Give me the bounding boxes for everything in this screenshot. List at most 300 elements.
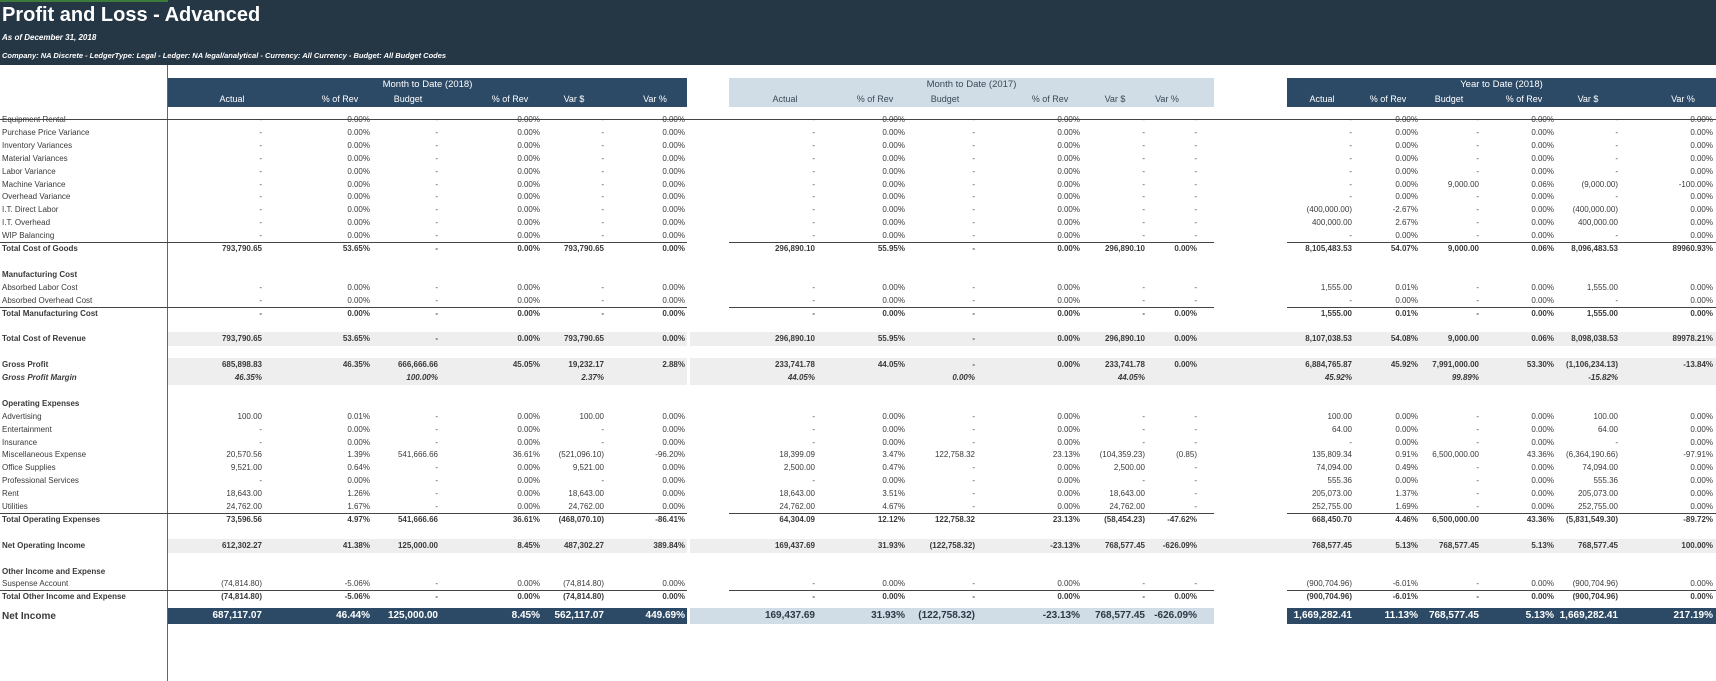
table-cell: 9,521.00 [230, 463, 262, 473]
table-cell: -100.00% [1678, 179, 1713, 189]
table-cell: 0.00% [347, 424, 370, 434]
table-cell: 0.00% [1057, 140, 1080, 150]
table-cell: 0.00% [1057, 115, 1080, 124]
table-cell: - [259, 424, 262, 434]
table-cell: 8,098,038.53 [1571, 334, 1618, 344]
table-cell: (900,704.96) [1306, 592, 1352, 602]
table-cell: - [1194, 231, 1197, 241]
table-cell: 296,890.10 [774, 334, 815, 344]
section-row [0, 565, 1716, 579]
table-cell: 0.00% [347, 205, 370, 215]
table-cell: 18,643.00 [779, 489, 815, 499]
table-cell: 0.00% [1395, 166, 1418, 176]
table-cell: 0.00% [517, 192, 540, 202]
table-row [0, 203, 1716, 217]
table-cell: - [1615, 127, 1618, 137]
table-cell: 0.00% [347, 476, 370, 486]
column-header: Actual [1309, 94, 1335, 104]
table-cell: 45.05% [512, 360, 540, 370]
table-cell: -15.82% [1588, 373, 1618, 382]
row-label: Professional Services [2, 476, 79, 486]
table-cell: 0.00% [662, 308, 685, 318]
table-cell: 122,758.32 [934, 514, 975, 524]
table-row [0, 139, 1716, 153]
row-label: Machine Variance [2, 179, 66, 189]
table-cell: - [972, 205, 975, 215]
report-parameters: Company: NA Discrete - LedgerType: Legal - Ledger: NA legal/analytical - Currency: All Currency - Budget: All Budget Codes [2, 51, 447, 60]
table-cell: 0.00% [1395, 437, 1418, 447]
table-cell: 0.00% [347, 115, 370, 124]
section-row [0, 319, 1716, 333]
table-cell: 0.00% [517, 153, 540, 163]
table-cell: - [1615, 115, 1618, 124]
table-cell: - [1349, 115, 1352, 124]
table-cell: 0.00% [882, 282, 905, 292]
table-cell: 2.37% [581, 373, 604, 382]
section-row [0, 268, 1716, 282]
table-cell: 0.00% [1531, 192, 1554, 202]
table-cell: - [1194, 502, 1197, 511]
table-cell: - [1476, 424, 1479, 434]
table-cell: 4.46% [1395, 514, 1418, 524]
table-cell: 541,666.66 [397, 514, 438, 524]
table-cell: 0.00% [662, 115, 685, 124]
table-cell: - [1615, 140, 1618, 150]
table-cell: - [972, 166, 975, 176]
table-cell: 0.00% [1690, 579, 1713, 589]
row-label: Other Income and Expense [2, 566, 106, 576]
table-cell: 0.00% [1531, 489, 1554, 499]
table-cell: -23.13% [1042, 610, 1080, 621]
table-cell: - [812, 127, 815, 137]
table-cell: 9,000.00 [1447, 244, 1479, 253]
table-cell: - [601, 166, 604, 176]
table-cell: 7,991,000.00 [1432, 360, 1479, 370]
table-cell: 1,555.00 [1586, 308, 1618, 318]
table-cell: 0.00% [517, 308, 540, 318]
table-cell: - [1142, 218, 1145, 228]
table-cell: - [601, 140, 604, 150]
row-label: Advertising [2, 411, 42, 421]
table-cell: - [1194, 463, 1197, 473]
table-cell: 0.00% [347, 295, 370, 305]
column-header: Actual [772, 94, 798, 104]
table-cell: 0.00% [1690, 127, 1713, 137]
table-cell: - [435, 476, 438, 486]
group-title: Month to Date (2018) [382, 79, 473, 90]
table-cell: 0.00% [1174, 334, 1197, 344]
table-cell: -97.91% [1683, 450, 1713, 460]
table-cell: 0.00% [517, 592, 540, 602]
table-cell: 0.00% [347, 166, 370, 176]
table-row [0, 126, 1716, 140]
table-cell: 0.00% [882, 476, 905, 486]
table-cell: - [1142, 166, 1145, 176]
table-cell: 2,500.00 [783, 463, 815, 473]
table-cell: -5.06% [344, 592, 370, 602]
table-cell: 41.38% [342, 540, 370, 550]
table-cell: 0.00% [517, 179, 540, 189]
table-cell: 0.00% [1531, 218, 1554, 228]
group-title: Year to Date (2018) [1460, 79, 1543, 90]
table-cell: - [1349, 166, 1352, 176]
table-row [0, 358, 1716, 372]
table-cell: -6.01% [1392, 579, 1418, 589]
table-cell: 487,302.27 [563, 540, 604, 550]
table-cell: (104,359.23) [1099, 450, 1145, 460]
table-cell: 11.13% [1384, 610, 1418, 621]
table-cell: 0.00% [882, 437, 905, 447]
table-cell: 0.00% [1690, 231, 1713, 241]
table-cell: - [1194, 295, 1197, 305]
row-label: Gross Profit [2, 360, 49, 370]
table-cell: - [972, 579, 975, 589]
table-cell: 1,555.00 [1320, 308, 1352, 318]
table-cell: - [259, 476, 262, 486]
table-cell: - [259, 282, 262, 292]
table-cell: 44.05% [787, 373, 815, 382]
table-cell: 0.00% [517, 334, 540, 344]
table-cell: 0.00% [662, 295, 685, 305]
table-cell: 0.00% [1690, 592, 1713, 602]
table-cell: (5,831,549.30) [1565, 514, 1618, 524]
table-cell: - [812, 115, 815, 124]
table-cell: 100.00% [1681, 540, 1713, 550]
table-cell: (900,704.96) [1572, 579, 1618, 589]
table-cell: - [972, 295, 975, 305]
table-cell: 5.13% [1395, 540, 1418, 550]
table-cell: - [435, 127, 438, 137]
table-cell: 768,577.45 [1577, 540, 1618, 550]
table-cell: 555.36 [1327, 476, 1352, 486]
active-tab-indicator [0, 0, 168, 2]
table-cell: 0.01% [347, 411, 370, 421]
table-cell: - [1142, 153, 1145, 163]
table-cell: 0.00% [662, 592, 685, 602]
table-cell: - [972, 192, 975, 202]
table-cell: - [972, 231, 975, 241]
table-cell: 0.00% [952, 373, 975, 382]
table-cell: - [1615, 231, 1618, 241]
table-cell: - [435, 424, 438, 434]
table-cell: 20,570.56 [226, 450, 262, 460]
row-label: Operating Expenses [2, 398, 80, 408]
table-cell: 44.05% [1117, 373, 1145, 382]
table-cell: - [435, 308, 438, 318]
table-cell: 0.00% [517, 244, 540, 253]
table-cell: - [972, 437, 975, 447]
row-label: Absorbed Overhead Cost [2, 295, 93, 305]
table-cell: 74,094.00 [1582, 463, 1618, 473]
table-cell: - [1476, 489, 1479, 499]
table-cell: 125,000.00 [397, 540, 438, 550]
table-cell: 24,762.00 [568, 502, 604, 511]
table-cell: - [1142, 140, 1145, 150]
table-cell: 0.00% [1690, 205, 1713, 215]
table-cell: - [1194, 579, 1197, 589]
table-cell: 793,790.65 [221, 334, 262, 344]
table-cell: 0.00% [1395, 115, 1418, 124]
row-label: Utilities [2, 502, 28, 511]
section-row [0, 397, 1716, 411]
table-cell: - [1615, 166, 1618, 176]
table-cell: - [1615, 437, 1618, 447]
table-cell: 0.00% [662, 205, 685, 215]
table-cell: 0.00% [1531, 424, 1554, 434]
table-cell: 24,762.00 [1109, 502, 1145, 511]
table-cell: 0.00% [1690, 166, 1713, 176]
table-cell: - [435, 282, 438, 292]
table-cell: - [1194, 192, 1197, 202]
table-cell: - [1194, 476, 1197, 486]
table-cell: 24,762.00 [779, 502, 815, 511]
row-label: Gross Profit Margin [2, 373, 77, 382]
table-cell: 0.00% [517, 579, 540, 589]
table-cell: (0.85) [1176, 450, 1197, 460]
table-cell: 53.30% [1526, 360, 1554, 370]
table-cell: 685,898.83 [221, 360, 262, 370]
section-row [0, 552, 1716, 566]
table-cell: 0.00% [1057, 179, 1080, 189]
column-header: % of Rev [1505, 94, 1543, 104]
table-cell: - [1142, 115, 1145, 124]
table-cell: 0.00% [1690, 424, 1713, 434]
table-cell: 296,890.10 [1104, 244, 1145, 253]
table-cell: 23.13% [1052, 450, 1080, 460]
table-cell: - [812, 282, 815, 292]
table-cell: - [1142, 308, 1145, 318]
table-cell: 0.00% [347, 140, 370, 150]
table-cell: - [435, 579, 438, 589]
table-cell: 0.00% [1395, 153, 1418, 163]
table-cell: - [812, 179, 815, 189]
table-cell: 0.00% [1174, 592, 1197, 602]
table-cell: - [1142, 592, 1145, 602]
table-cell: - [435, 592, 438, 602]
table-cell: 46.35% [342, 360, 370, 370]
column-header: Budget [930, 94, 960, 104]
table-cell: 18,643.00 [1109, 489, 1145, 499]
row-label: Rent [2, 489, 19, 499]
table-cell: 0.00% [662, 166, 685, 176]
table-cell: 89960.93% [1672, 244, 1713, 253]
table-cell: 8,096,483.53 [1571, 244, 1618, 253]
table-cell: 0.00% [517, 166, 540, 176]
mtd-2018-header [168, 78, 687, 107]
table-cell: - [972, 244, 975, 253]
table-cell: 2.67% [1395, 218, 1418, 228]
row-label: Inventory Variances [2, 140, 73, 150]
table-cell: - [812, 411, 815, 421]
table-cell: 0.00% [1531, 463, 1554, 473]
table-cell: 0.01% [1395, 308, 1418, 318]
row-label: Insurance [2, 437, 38, 447]
section-row [0, 345, 1716, 359]
table-cell: - [1194, 140, 1197, 150]
table-cell: 0.00% [662, 463, 685, 473]
table-cell: 0.00% [1174, 308, 1197, 318]
table-cell: (74,814.80) [563, 579, 604, 589]
table-cell: 0.00% [662, 140, 685, 150]
table-cell: 0.00% [1690, 115, 1713, 124]
table-cell: - [601, 179, 604, 189]
table-cell: 0.00% [1531, 592, 1554, 602]
table-cell: -2.67% [1392, 205, 1418, 215]
table-cell: 0.00% [1395, 476, 1418, 486]
table-cell: 1,555.00 [1586, 282, 1618, 292]
table-cell: (74,814.80) [221, 579, 262, 589]
table-cell: (122,758.32) [918, 610, 975, 621]
table-cell: - [435, 166, 438, 176]
row-label: Material Variances [2, 153, 68, 163]
table-cell: - [1142, 411, 1145, 421]
table-cell: - [435, 218, 438, 228]
table-cell: - [1194, 205, 1197, 215]
table-cell: - [1142, 179, 1145, 189]
table-cell: (74,814.80) [563, 592, 604, 602]
table-cell: 0.00% [662, 437, 685, 447]
table-cell: 768,577.45 [1428, 610, 1479, 621]
table-cell: - [1142, 579, 1145, 589]
table-cell: - [1194, 115, 1197, 124]
table-cell: 53.65% [342, 334, 370, 344]
table-cell: 1,555.00 [1320, 282, 1352, 292]
table-row [0, 577, 1716, 591]
table-row [0, 608, 1716, 624]
table-cell: - [1476, 140, 1479, 150]
table-cell: 768,577.45 [1104, 540, 1145, 550]
table-cell: - [1194, 411, 1197, 421]
row-label: Purchase Price Variance [2, 127, 90, 137]
table-cell: - [812, 579, 815, 589]
table-cell: - [1349, 437, 1352, 447]
table-cell: - [972, 115, 975, 124]
table-cell: 0.00% [1531, 579, 1554, 589]
table-cell: - [259, 127, 262, 137]
table-cell: - [435, 192, 438, 202]
table-cell: 0.00% [517, 282, 540, 292]
table-cell: 0.00% [882, 231, 905, 241]
table-cell: 666,666.66 [397, 360, 438, 370]
mtd-2017-header [729, 78, 1214, 107]
table-cell: 0.00% [517, 127, 540, 137]
table-row [0, 487, 1716, 501]
table-cell: 0.00% [1690, 153, 1713, 163]
table-cell: 55.95% [877, 334, 905, 344]
table-cell: 0.00% [662, 411, 685, 421]
table-cell: 74,094.00 [1316, 463, 1352, 473]
table-cell: - [1194, 179, 1197, 189]
table-cell: 0.00% [1395, 192, 1418, 202]
table-cell: 0.00% [882, 579, 905, 589]
table-cell: 0.00% [1531, 502, 1554, 511]
table-cell: - [1142, 127, 1145, 137]
table-cell: 0.00% [517, 205, 540, 215]
table-cell: 687,117.07 [212, 610, 262, 621]
table-cell: - [601, 115, 604, 124]
table-cell: 1,669,282.41 [1293, 610, 1352, 621]
table-cell: 0.00% [1057, 282, 1080, 292]
table-cell: - [259, 179, 262, 189]
table-cell: - [1476, 592, 1479, 602]
table-cell: - [972, 411, 975, 421]
table-cell: 125,000.00 [387, 610, 438, 621]
table-cell: 0.00% [347, 179, 370, 189]
table-cell: 0.91% [1395, 450, 1418, 460]
section-row [0, 526, 1716, 540]
table-cell: - [435, 231, 438, 241]
table-cell: 0.00% [1690, 218, 1713, 228]
row-label: Net Income [2, 611, 56, 622]
table-cell: 0.00% [517, 295, 540, 305]
table-cell: 53.65% [342, 244, 370, 253]
table-cell: - [435, 334, 438, 344]
table-cell: 5.13% [1531, 540, 1554, 550]
table-cell: 0.00% [1531, 115, 1554, 124]
table-cell: 0.00% [1057, 592, 1080, 602]
row-label: Net Operating Income [2, 540, 86, 550]
table-cell: 8,107,038.53 [1305, 334, 1352, 344]
table-cell: - [1142, 424, 1145, 434]
table-cell: 0.00% [1057, 308, 1080, 318]
table-cell: 0.00% [1531, 308, 1554, 318]
table-cell: 0.00% [1690, 282, 1713, 292]
table-cell: 0.00% [1531, 411, 1554, 421]
table-cell: 8.45% [517, 540, 540, 550]
table-row [0, 500, 1716, 514]
table-cell: - [1194, 282, 1197, 292]
table-cell: 44.05% [877, 360, 905, 370]
table-cell: 0.00% [517, 231, 540, 241]
row-label: Total Other Income and Expense [2, 592, 126, 602]
table-cell: - [259, 153, 262, 163]
row-label: Overhead Variance [2, 192, 71, 202]
table-cell: (58,454.23) [1104, 514, 1145, 524]
table-cell: -23.13% [1050, 540, 1080, 550]
table-row [0, 152, 1716, 166]
table-cell: 6,500,000.00 [1432, 450, 1479, 460]
table-cell: - [435, 179, 438, 189]
table-cell: - [601, 424, 604, 434]
table-cell: - [812, 166, 815, 176]
table-row [0, 281, 1716, 295]
table-cell: - [1615, 295, 1618, 305]
column-header: Budget [393, 94, 423, 104]
table-cell: - [601, 192, 604, 202]
column-header: Var $ [1577, 94, 1599, 104]
table-cell: - [972, 153, 975, 163]
table-cell: - [1615, 192, 1618, 202]
report-as-of: As of December 31, 2018 [2, 33, 97, 42]
row-label: Total Operating Expenses [2, 514, 101, 524]
table-cell: 1.26% [347, 489, 370, 499]
table-cell: 0.00% [1531, 166, 1554, 176]
table-cell: - [972, 179, 975, 189]
table-cell: 0.00% [1690, 308, 1713, 318]
table-cell: 0.00% [1531, 127, 1554, 137]
table-row [0, 590, 1716, 604]
table-cell: 0.00% [1531, 153, 1554, 163]
row-label: Entertainment [2, 424, 52, 434]
table-cell: 0.00% [1057, 192, 1080, 202]
table-cell: - [259, 308, 262, 318]
table-row [0, 242, 1716, 256]
table-cell: - [1142, 437, 1145, 447]
table-cell: 0.00% [1057, 231, 1080, 241]
row-label: Equipment Rental [2, 115, 66, 124]
table-cell: 100.00 [237, 411, 262, 421]
table-cell: 46.44% [336, 610, 370, 621]
